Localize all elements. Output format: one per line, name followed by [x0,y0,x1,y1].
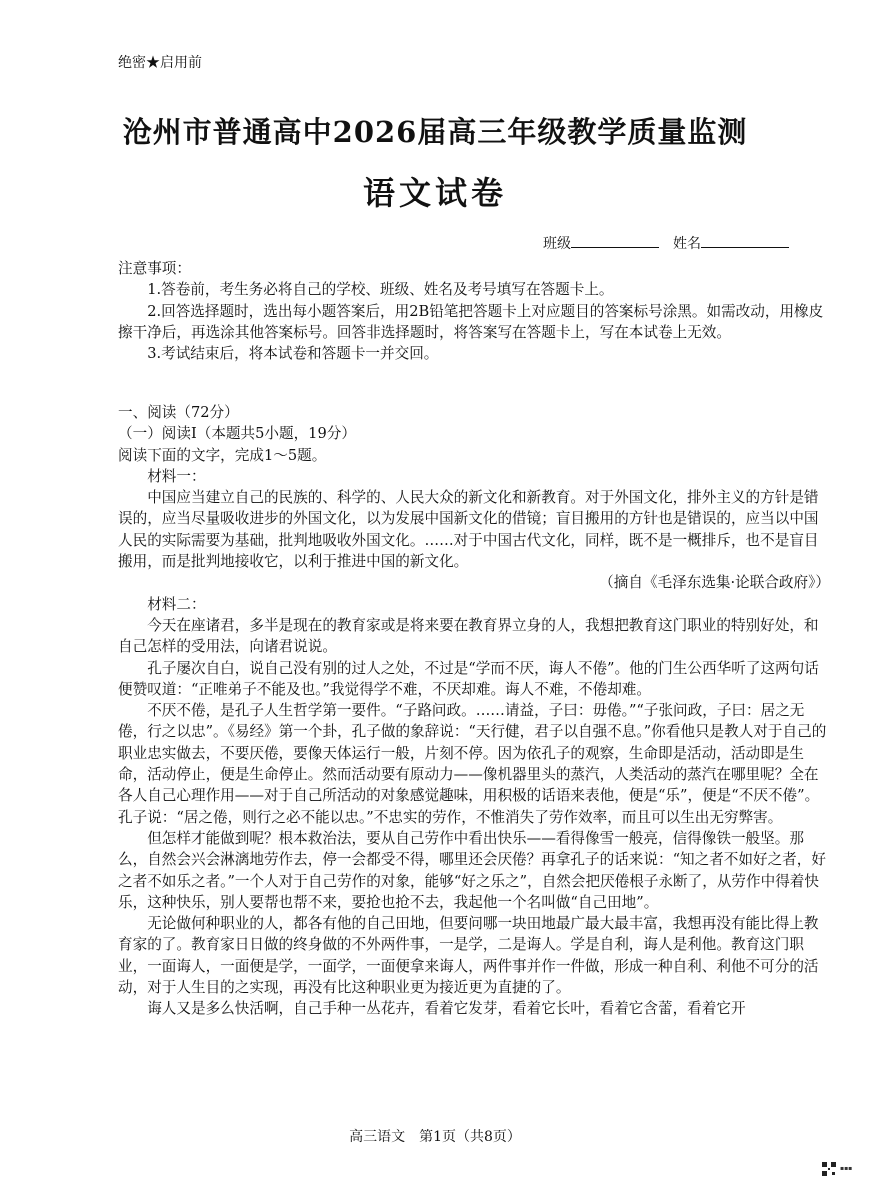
notes-heading: 注意事项： [118,260,191,277]
subject-title: 语文试卷 [362,174,507,212]
name-label: 姓名 [673,236,701,252]
material2-paragraph: 不厌不倦，是孔子人生哲学第一要件。“子路问政。……请益，子曰：毋倦。”“子张问政，子曰：居之无倦，行之以忠”。《易经》第一个卦，孔子做的象辞说：“天行健，君子以自强不息。”你看他只是教人对于自己的职业忠实做去，不要厌倦，要像天体运行一般，片刻不停。因为依孔子的观察，生命即是活动，活动即是生命，活动停止，便是生命停止。然而活动要有原动力——像机器里头的蒸汽，人类活动的蒸汽在哪里呢？全在各人自己心理作用——对于自己所活动的对象感觉趣味，用积极的话语来表他，便是“乐”，便是“不厌不倦”。孔子说：“居之倦，则行之必不能以忠。”不忠实的劳作，不惟消失了劳作效率，而且可以生出无穷弊害。 [118,702,827,826]
class-label: 班级 [543,236,571,252]
name-blank [701,233,789,248]
student-info-fields [543,233,803,253]
note-item: 1.答卷前，考生务必将自己的学校、班级、姓名及考号填写在答题卡上。 [147,281,614,299]
note-item: 3.考试结束后，将本试卷和答题卡一并交回。 [147,345,439,363]
page-footer: 高三语文 第1页（共8页） [349,1129,521,1145]
exam-title: 沧州市普通高中2026届高三年级教学质量监测 [122,115,748,149]
material2-paragraph: 今天在座诸君，多半是现在的教育家或是将来要在教育界立身的人，我想把教育这门职业的特别好处，和自己怎样的受用法，向诸君说说。 [118,616,819,656]
material2-paragraph: 孔子屡次自白，说自己没有别的过人之处，不过是“学而不厌，诲人不倦”。他的门生公西华听了这两句话便赞叹道：“正唯弟子不能及也。”我觉得学不难，不厌却难。诲人不难，不倦却难。 [118,659,819,698]
material2-paragraph: 无论做何种职业的人，都各有他的自己田地，但要问哪一块田地最广最大最丰富，我想再没有能比得上教育家的了。教育家日日做的终身做的不外两件事，一是学，二是诲人。学是自利，诲人是利他。教育这门职业，一面诲人，一面便是学，一面学，一面便拿来诲人，两件事并作一件做，形成一种自利、利他不可分的活动，对于人生目的之实现，再没有比这种职业更为接近更为直捷的了。 [118,915,819,997]
reading-section [118,402,830,1020]
material1-label: 材料一： [147,467,206,485]
material1-source: （摘自《毛泽东选集·论联合政府》） [599,574,830,592]
class-blank [571,233,659,248]
qr-code-icon [822,1162,836,1176]
material2-label: 材料二： [147,595,206,613]
notes-section [118,258,830,364]
section-heading: 一、阅读（72分） [118,404,239,421]
instruction: 阅读下面的文字，完成1～5题。 [118,446,327,464]
watermark-logo: ▪▪▪ [840,1165,853,1172]
note-item: 2.回答选择题时，选出每小题答案后，用2B铅笔把答题卡上对应题目的答案标号涂黑。如需改动，用橡皮擦干净后，再选涂其他答案标号。回答非选择题时，将答案写在答题卡上，写在本试卷上无效。 [118,302,824,341]
material2-paragraph: 诲人又是多么快活啊，自己手种一丛花卉，看着它发芽，看着它长叶，看着它含蕾，看着它开 [147,1000,746,1018]
sub-heading: （一）阅读Ⅰ（本题共5小题，19分） [118,425,356,443]
material1-text: 中国应当建立自己的民族的、科学的、人民大众的新文化和新教育。对于外国文化，排外主义的方针是错误的，应当尽量吸收进步的外国文化，以为发展中国新文化的借镜；盲目搬用的方针也是错误的，应当以中国人民的实际需要为基础，批判地吸收外国文化。……对于中国古代文化，同样，既不是一概排斥，也不是盲目搬用，而是批判地接收它，以利于推进中国的新文化。 [118,489,819,571]
secret-mark: 绝密★启用前 [118,55,202,71]
material2-paragraph: 但怎样才能做到呢？根本救治法，要从自己劳作中看出快乐——看得像雪一般亮，信得像铁一般坚。那么，自然会兴会淋漓地劳作去，停一会都受不得，哪里还会厌倦？再拿孔子的话来说：“知之者不如好之者，好之者不如乐之者。”一个人对于自己劳作的对象，能够“好之乐之”，自然会把厌倦根子永断了，从劳作中得着快乐，这种快乐，别人要帮也帮不来，要抢也抢不去，我起他一个名叫做“自己田地”。 [118,829,826,911]
